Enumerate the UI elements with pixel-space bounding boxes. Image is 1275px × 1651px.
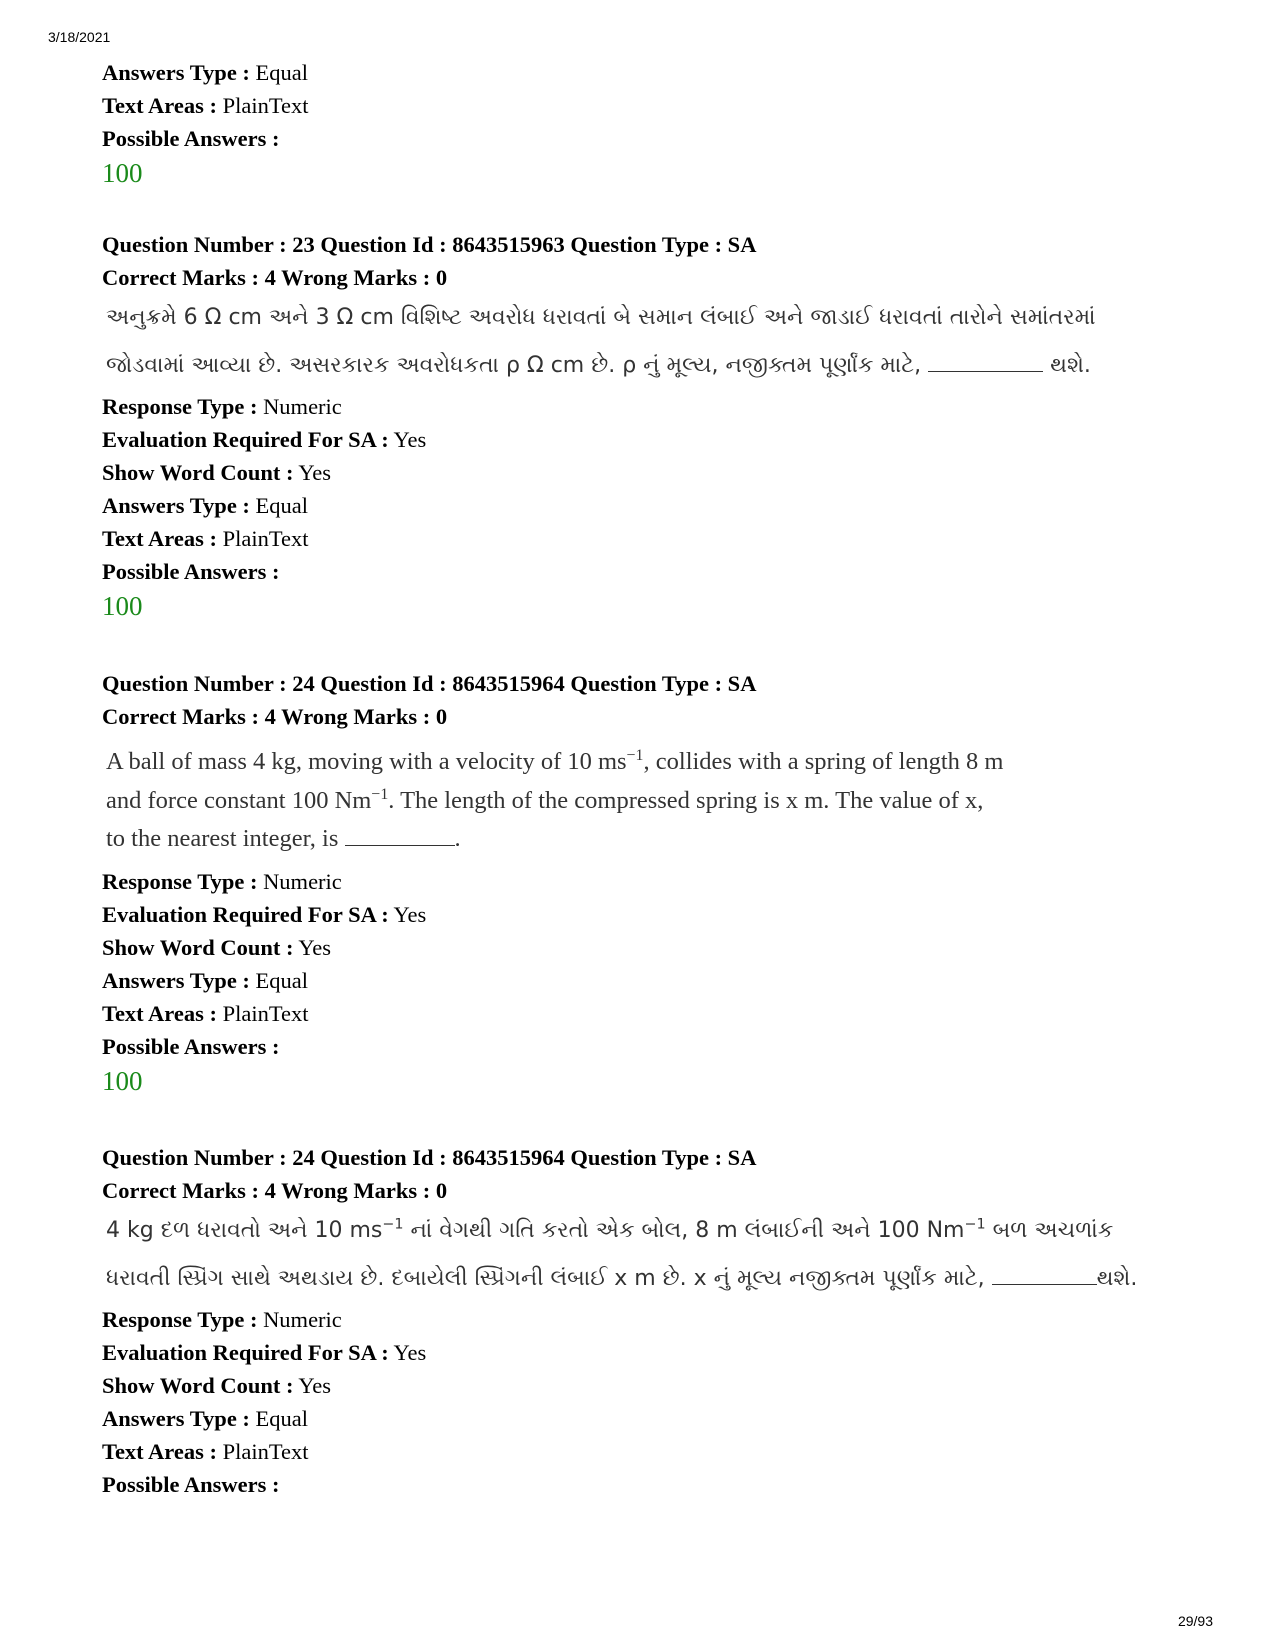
question-text xyxy=(102,1207,1186,1303)
answers-type-row: Answers Type : Equal xyxy=(102,493,309,518)
question-marks: Correct Marks : 4 Wrong Marks : 0 xyxy=(102,704,448,729)
question-block xyxy=(102,667,1182,1099)
text-areas-row: Text Areas : PlainText xyxy=(102,1439,309,1464)
question-header: Question Number : 24 Question Id : 8643515964 Question Type : SA xyxy=(102,1145,757,1170)
question-marks: Correct Marks : 4 Wrong Marks : 0 xyxy=(102,265,448,290)
show-word-count-row: Show Word Count : Yes xyxy=(102,934,332,960)
text-areas-row: Text Areas : PlainText xyxy=(102,526,309,551)
question-text-line: અનુક્રમે 6 Ω cm અને 3 Ω cm વિશિષ્ટ અવરોધ ધરાવતાં બે સમાન લંબાઈ અને જાડાઈ ધરાવતાં તારોને સમાંતરમાં xyxy=(106,305,1096,330)
evaluation-required-row: Evaluation Required For SA : Yes xyxy=(102,901,427,927)
text-areas-row: Text Areas : PlainText xyxy=(102,1000,309,1026)
text-areas-value: PlainText xyxy=(222,93,309,118)
answer-blank xyxy=(928,353,1043,372)
answers-type-row: Answers Type : Equal xyxy=(102,1406,309,1431)
evaluation-required-row: Evaluation Required For SA : Yes xyxy=(102,1340,427,1365)
question-header: Question Number : 23 Question Id : 8643515963 Question Type : SA xyxy=(102,232,757,257)
question-text-line: to the nearest integer, is . xyxy=(106,825,461,852)
answer-blank xyxy=(992,1266,1097,1285)
possible-answer-value: 100 xyxy=(102,158,143,188)
text-areas-label: Text Areas : xyxy=(102,93,217,118)
question-text xyxy=(102,294,1186,390)
question-text-line: ધરાવતી સ્પ્રિંગ સાથે અથડાય છે. દબાયેલી સ્પ્રિંગની લંબાઈ x m છે. x નું મૂલ્ય નજીક્તમ પૂર્ણાંક માટે, થશે. xyxy=(106,1266,1138,1291)
question-text-line: A ball of mass 4 kg, moving with a velocity of 10 $ms^{-1}$, collides with a spring of length 8 m xyxy=(106,746,1004,775)
response-type-row: Response Type : Numeric xyxy=(102,1307,342,1332)
show-word-count-row: Show Word Count : Yes xyxy=(102,460,332,485)
answers-type-row: Answers Type : Equal xyxy=(102,967,309,993)
answers-type-value: Equal xyxy=(255,60,309,85)
question-text-line: 4 kg દળ ધરાવતો અને 10 $ms^{-1}$ નાં વેગથી ગતિ કરતો એક બોલ, 8 m લંબાઈની અને 100 $Nm^{-1}$ બળ અચળાંક xyxy=(106,1216,1114,1243)
possible-answers-row: Possible Answers : xyxy=(102,559,280,584)
question-block xyxy=(102,1141,1182,1501)
question-text-line: and force constant 100 $Nm^{-1}$. The length of the compressed spring is x m. The value of x, xyxy=(106,785,984,814)
possible-answers-row: Possible Answers : xyxy=(102,1472,280,1497)
question-block xyxy=(102,228,1182,624)
possible-answers-row: Possible Answers : xyxy=(102,1033,280,1059)
answers-type-label: Answers Type : xyxy=(102,60,250,85)
evaluation-required-row: Evaluation Required For SA : Yes xyxy=(102,427,427,452)
possible-answers-row xyxy=(102,122,1182,155)
page-number: 29/93 xyxy=(1177,1613,1213,1629)
question-header: Question Number : 24 Question Id : 8643515964 Question Type : SA xyxy=(102,671,757,696)
answers-type-row xyxy=(102,56,1182,89)
response-type-row: Response Type : Numeric xyxy=(102,868,342,894)
text-areas-row xyxy=(102,89,1182,122)
answer-blank xyxy=(345,827,455,846)
response-type-row: Response Type : Numeric xyxy=(102,394,342,419)
question-text xyxy=(102,743,1186,859)
possible-answers-label: Possible Answers : xyxy=(102,126,280,151)
question-marks: Correct Marks : 4 Wrong Marks : 0 xyxy=(102,1178,448,1203)
possible-answer-value: 100 xyxy=(102,591,143,621)
print-date: 3/18/2021 xyxy=(48,29,111,45)
previous-question-tail xyxy=(102,56,1182,191)
possible-answer-value: 100 xyxy=(102,1065,143,1096)
question-text-line: જોડવામાં આવ્યા છે. અસરકારક અવરોધકતા ρ Ω cm છે. ρ નું મૂલ્ય, નજીક્તમ પૂર્ણાંક માટે, થશે. xyxy=(106,353,1091,378)
show-word-count-row: Show Word Count : Yes xyxy=(102,1373,332,1398)
